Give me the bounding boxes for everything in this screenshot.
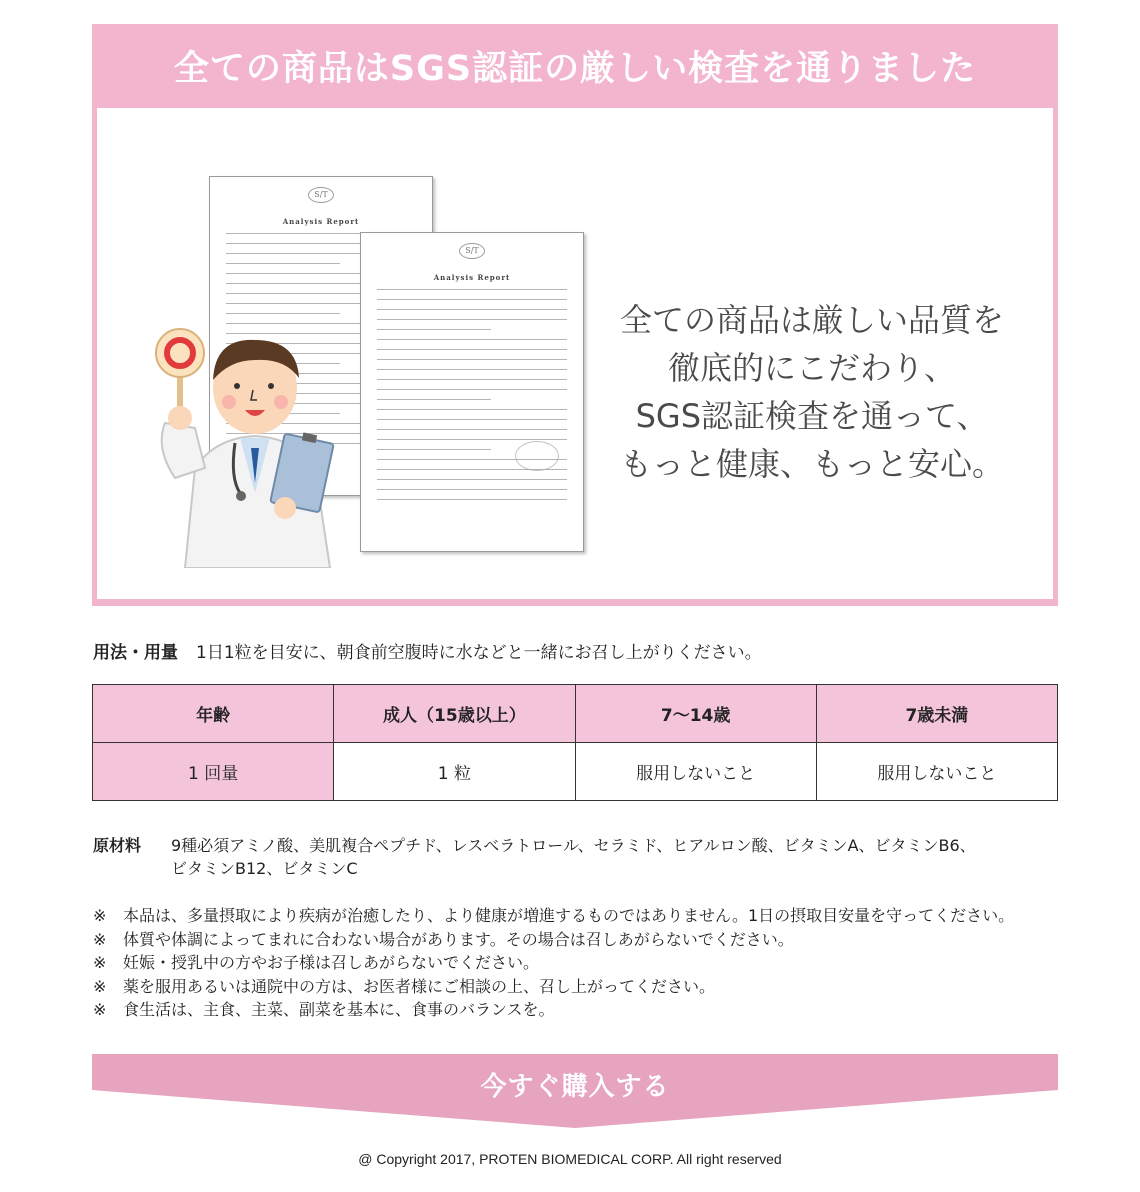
table-header-cell: 年齢: [93, 685, 334, 743]
sgs-message-line: もっと健康、もっと安心。: [619, 445, 1004, 483]
sgs-message-line: 徹底的にこだわり、: [667, 349, 956, 387]
report-logo: S/T: [459, 243, 485, 259]
ingredients-line: ビタミンB12、ビタミンC: [171, 859, 358, 878]
dosage-table: [92, 684, 1058, 801]
note-text: 本品は、多量摂取により疾病が治癒したり、より健康が増進するものではありません。1日の摂取目安量を守ってください。: [123, 906, 1015, 925]
table-cell: 1 粒: [334, 743, 575, 801]
note-mark: ※: [93, 953, 107, 972]
usage-label: 用法・用量: [93, 643, 178, 663]
ingredients: [93, 834, 1053, 880]
sgs-heading: 全ての商品はSGS認証の厳しい検査を通りました: [173, 49, 977, 89]
doctor-illustration: [155, 318, 355, 568]
table-cell: 服用しないこと: [575, 743, 816, 801]
sgs-message: [597, 296, 1027, 488]
sgs-content: [97, 108, 1053, 599]
sgs-message-line: SGS認証検査を通って、: [635, 397, 989, 435]
caution-notes: [93, 904, 1113, 1022]
note-mark: ※: [93, 976, 107, 996]
buy-now-button[interactable]: [92, 1054, 1058, 1128]
ingredients-line: 9種必須アミノ酸、美肌複合ペプチド、レスベラトロール、セラミド、ヒアルロン酸、ビタミンA、ビタミンB6、: [171, 836, 976, 855]
report-stamp: [515, 441, 559, 471]
report-title: Analysis Report: [433, 273, 511, 282]
copyright: @ Copyright 2017, PROTEN BIOMEDICAL CORP. All right reserved: [358, 1151, 782, 1167]
note-mark: ※: [93, 906, 107, 925]
usage-instructions: [93, 638, 762, 663]
analysis-report-image: [360, 232, 584, 552]
ingredients-text: [171, 834, 976, 880]
table-row: [93, 743, 1058, 801]
table-header-cell: 7〜14歳: [575, 685, 816, 743]
note-mark: ※: [93, 1000, 107, 1019]
ingredients-label: 原材料: [93, 836, 142, 855]
table-cell: 服用しないこと: [816, 743, 1057, 801]
table-header-cell: 成人（15歳以上）: [334, 685, 575, 743]
table-row-header: 1 回量: [93, 743, 334, 801]
report-title: Analysis Report: [282, 217, 360, 226]
usage-text: 1日1粒を目安に、朝食前空腹時に水などと一緒にお召し上がりください。: [196, 643, 762, 663]
sgs-message-line: 全ての商品は厳しい品質を: [619, 301, 1004, 339]
sgs-certification-section: [92, 24, 1058, 606]
note-text: 体質や体調によってまれに合わない場合があります。その場合は召しあがらないでください。: [123, 929, 794, 949]
list-item: [93, 904, 1113, 928]
list-item: [93, 975, 1113, 999]
table-header-row: [93, 685, 1058, 743]
note-mark: ※: [93, 929, 107, 949]
note-text: 薬を服用あるいは通院中の方は、お医者様にご相談の上、召し上がってください。: [123, 976, 716, 996]
list-item: [93, 998, 1113, 1022]
note-text: 妊娠・授乳中の方やお子様は召しあがらないでください。: [123, 953, 540, 972]
report-logo: S/T: [308, 187, 334, 203]
list-item: [93, 928, 1113, 952]
list-item: [93, 951, 1113, 975]
table-header-cell: 7歳未満: [816, 685, 1057, 743]
buy-now-label: 今すぐ購入する: [480, 1072, 670, 1102]
note-text: 食生活は、主食、主菜、副菜を基本に、食事のバランスを。: [123, 1000, 555, 1019]
